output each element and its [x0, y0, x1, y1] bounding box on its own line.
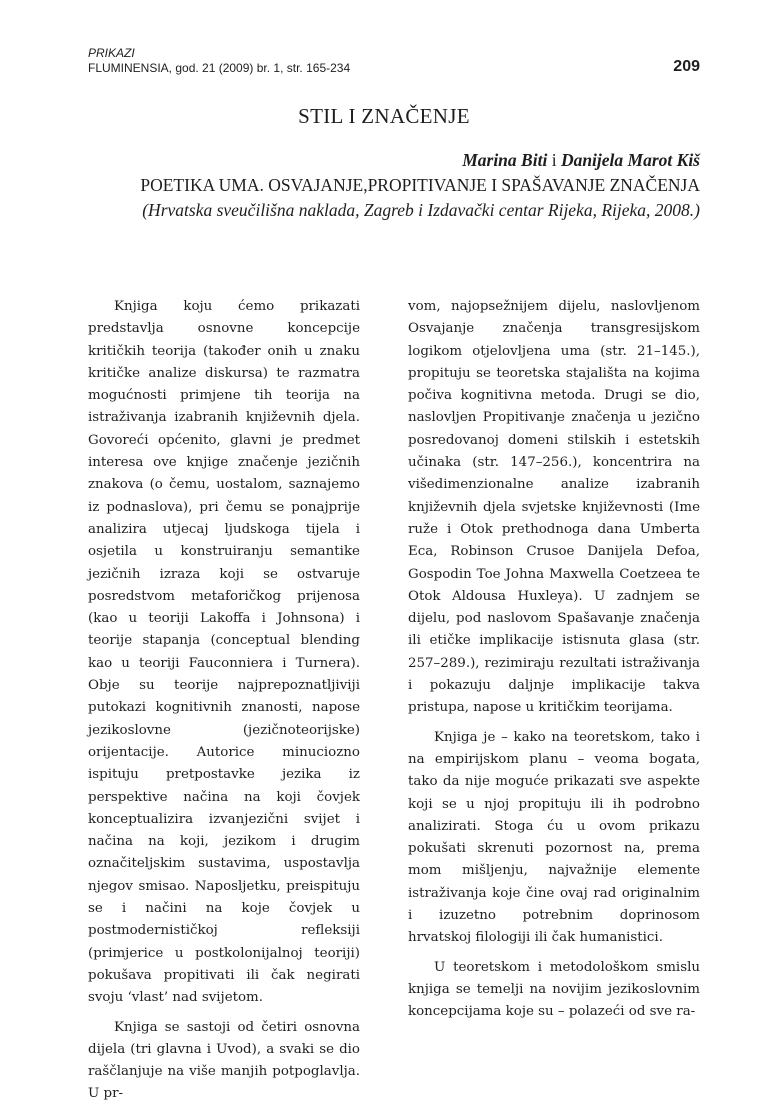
book-byline [140, 148, 700, 223]
left-column [88, 296, 360, 1113]
paragraph: Knjiga je – kako na teoretskom, tako i na empirijskom planu – veoma bogata, tako da nije moguće prikazati sve aspekte koji se u njoj propituju ili ih podrobno analizirati. Stoga ću u ovom prikazu pokušati skrenuti pozornost na, prema mom mišljenju, najvažnije elemente istraživanja koje čine ovaj rad originalnim i izuzetno potrebnim doprinosom hrvatskoj filologiji ili čak humanistici. [408, 729, 700, 946]
author-2: Danijela Marot Kiš [560, 150, 700, 170]
right-column [408, 296, 700, 1031]
book-authors [140, 148, 700, 173]
author-1: Marina Biti [462, 150, 548, 170]
author-conjunction: i [547, 150, 561, 170]
running-header [88, 46, 700, 76]
publication-info: (Hrvatska sveučilišna naklada, Zagreb i Izdavački centar Rijeka, Rijeka, 2008.) [142, 200, 700, 220]
paragraph: U teoretskom i metodološkom smislu knjiga se temelji na novijim jezikoslovnim koncepcijama koje su – polazeći od sve ra- [408, 959, 700, 1020]
paragraph: Knjiga koju ćemo prikazati predstavlja osnovne koncepcije kritičkih teorija (također onih u znaku kritičke analize diskursa) te razmatra mogućnosti primjene tih teorija na istraživanja izabranih književnih djela. Govoreći općenito, glavni je predmet interesa ove knjige značenje jezičnih znakova (o čemu, uostalom, saznajemo iz podnaslova), pri čemu se ponajprije analizira utjecaj ljudskoga tijela i osjetila u konstruiranju semantike jezičnih izraza koji se ostvaruje posredstvom metaforičkog prijenosa (kao u teoriji Lakoffa i Johnsona) i teorije stapanja (conceptual blending kao u teoriji Fauconniera i Turnera). Obje su teorije najprepoznatljiviji putokazi kognitivnih znanosti, napose jezikoslovne (jezičnoteorijske) orijentacije. Autorice minuciozno ispituju pretpostavke jezika iz perspektive načina na koji čovjek konceptualizira izvanjezični svijet i načina na koji, jezikom i drugim označiteljskim sustavima, uspostavlja njegov smisao. Naposljetku, preispituju se i načini na koje čovjek u postmodernističkoj refleksiji (primjerice u postkolonijalnoj teoriji) pokušava propitivati ili čak negirati svoju ‘vlast’ nad svijetom. [88, 299, 360, 1006]
section-label: PRIKAZI [88, 46, 135, 60]
book-title: POETIKA UMA. OSVAJANJE,PROPITIVANJE I SPAŠAVANJE ZNAČENJA [140, 175, 700, 195]
journal-citation: FLUMINENSIA, god. 21 (2009) br. 1, str. 165-234 [88, 61, 351, 75]
paragraph: vom, najopsežnijem dijelu, naslovljenom Osvajanje značenja transgresijskom logikom otjelovljena uma (str. 21–145.), propituju se teoretska stajališta na kojima počiva kognitivna metoda. Drugi se dio, naslovljen Propitivanje značenja u jezično posredovanoj domeni stilskih i estetskih učinaka (str. 147–256.), koncentrira na višedimenzionalne analize izabranih književnih djela svjetske književnosti (Ime ruže i Otok prethodnoga dana Umberta Eca, Robinson Crusoe Danijela Defoa, Gospodin Toe Johna Maxwella Coetzeea te Otok Aldousa Huxleya). U zadnjem se dijelu, pod naslovom Spašavanje značenja ili etičke implikacije istisnuta glasa (str. 257–289.), rezimiraju rezultati istraživanja i pokazuju daljnje implikacije takva pristupa, napose u kritičkim teorijama. [408, 299, 700, 716]
page-number: 209 [673, 58, 700, 75]
paragraph: Knjiga se sastoji od četiri osnovna dijela (tri glavna i Uvod), a svaki se dio raščlanjuje na više manjih potpoglavlja. U pr- [88, 1019, 360, 1102]
article-title: STIL I ZNAČENJE [298, 104, 470, 128]
